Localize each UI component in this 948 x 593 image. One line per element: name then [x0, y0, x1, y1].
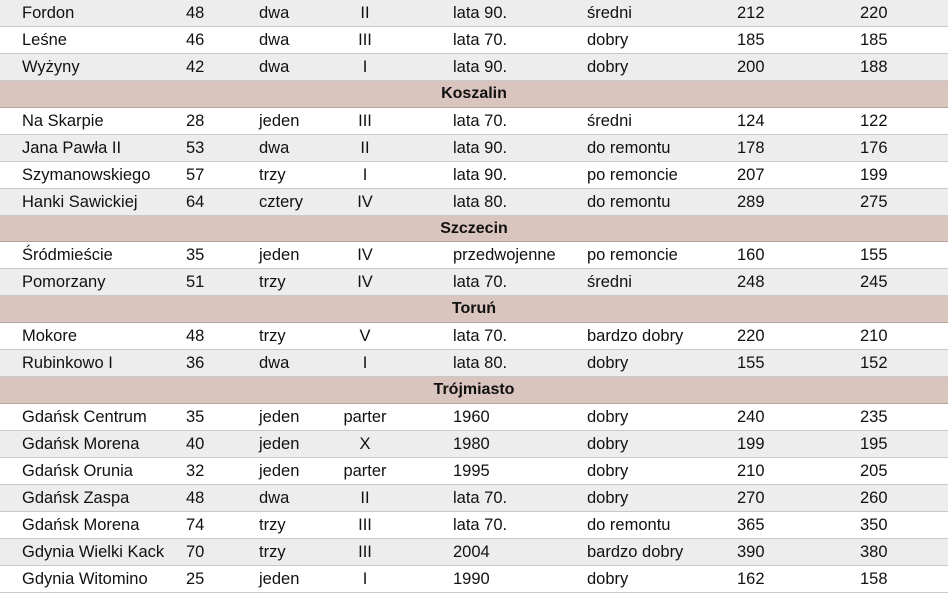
cell-area: 57 — [186, 165, 205, 184]
cell-rooms: jeden — [259, 461, 300, 480]
cell-price-b: 188 — [860, 57, 888, 76]
cell-rooms: trzy — [259, 327, 286, 346]
cell-condition: dobry — [587, 569, 629, 588]
cell-price-b: 122 — [860, 111, 888, 130]
cell-area: 48 — [186, 488, 205, 507]
cell-built: 1960 — [453, 408, 490, 427]
cell-area: 64 — [186, 192, 205, 211]
cell-built: lata 80. — [453, 192, 508, 211]
cell-rooms: jeden — [259, 569, 300, 588]
cell-price-b: 195 — [860, 435, 888, 453]
cell-rooms: trzy — [259, 542, 286, 561]
cell-built: 1980 — [453, 435, 490, 453]
table-row — [0, 404, 948, 431]
cell-district: Gdynia Wielki Kack — [22, 542, 165, 561]
cell-rooms: dwa — [259, 354, 290, 373]
cell-floor: IV — [357, 273, 373, 292]
cell-area: 42 — [186, 57, 205, 76]
cell-price-b: 155 — [860, 246, 888, 265]
table-row — [0, 566, 948, 593]
cell-area: 74 — [186, 515, 205, 534]
cell-built: lata 90. — [453, 138, 508, 157]
table-row — [0, 242, 948, 269]
cell-area: 32 — [186, 461, 205, 480]
cell-condition: dobry — [587, 354, 629, 373]
cell-district: Gdańsk Orunia — [22, 461, 133, 480]
cell-price-b: 220 — [860, 4, 888, 22]
cell-built: 1990 — [453, 569, 490, 588]
cell-rooms: trzy — [259, 273, 286, 292]
cell-rooms: jeden — [259, 435, 300, 453]
cell-floor: I — [362, 165, 368, 184]
cell-price-b: 152 — [860, 354, 888, 373]
cell-condition: bardzo dobry — [587, 542, 684, 561]
cell-area: 46 — [186, 30, 205, 49]
table-row — [0, 269, 948, 296]
cell-area: 35 — [186, 408, 205, 427]
cell-condition: dobry — [587, 488, 629, 507]
table-row — [0, 512, 948, 539]
cell-rooms: jeden — [259, 246, 300, 265]
cell-area: 40 — [186, 435, 205, 453]
cell-district: Gdynia Witomino — [22, 569, 148, 588]
cell-district: Gdańsk Morena — [22, 515, 140, 534]
cell-floor: parter — [343, 461, 387, 480]
cell-condition: bardzo dobry — [587, 327, 684, 346]
city-name: Toruń — [451, 300, 497, 318]
table-row — [0, 431, 948, 458]
table-row — [0, 485, 948, 512]
cell-district: Pomorzany — [22, 273, 106, 292]
city-header-row — [0, 216, 948, 243]
cell-rooms: jeden — [259, 408, 300, 427]
cell-district: Na Skarpie — [22, 111, 104, 130]
cell-floor: V — [359, 327, 371, 346]
cell-built: lata 70. — [453, 30, 508, 49]
cell-floor: III — [358, 542, 372, 561]
cell-area: 53 — [186, 138, 205, 157]
cell-price-a: 200 — [737, 57, 765, 76]
table-row — [0, 135, 948, 162]
cell-district: Gdańsk Morena — [22, 435, 140, 453]
cell-condition: do remontu — [587, 138, 671, 157]
cell-price-a: 212 — [737, 4, 765, 22]
cell-price-a: 207 — [737, 165, 765, 184]
cell-price-b: 185 — [860, 30, 888, 49]
cell-built: lata 90. — [453, 57, 508, 76]
cell-condition: do remontu — [587, 515, 671, 534]
cell-area: 51 — [186, 273, 205, 292]
cell-price-b: 176 — [860, 138, 888, 157]
cell-floor: I — [362, 57, 368, 76]
city-header-row — [0, 81, 948, 108]
cell-rooms: dwa — [259, 4, 290, 22]
cell-price-b: 350 — [860, 515, 888, 534]
cell-area: 48 — [186, 327, 205, 346]
cell-price-a: 220 — [737, 327, 765, 346]
cell-built: przedwojenne — [453, 246, 556, 265]
cell-condition: średni — [587, 4, 632, 22]
cell-price-a: 162 — [737, 569, 765, 588]
cell-area: 25 — [186, 569, 205, 588]
table-row — [0, 458, 948, 485]
cell-price-a: 210 — [737, 461, 765, 480]
cell-condition: średni — [587, 273, 632, 292]
cell-district: Rubinkowo I — [22, 354, 113, 373]
cell-area: 28 — [186, 111, 205, 130]
cell-floor: III — [358, 30, 372, 49]
cell-floor: X — [359, 435, 371, 453]
cell-built: lata 70. — [453, 488, 508, 507]
cell-price-b: 210 — [860, 327, 888, 346]
table-row — [0, 108, 948, 135]
cell-price-a: 240 — [737, 408, 765, 427]
cell-floor: IV — [357, 246, 373, 265]
cell-floor: I — [362, 354, 368, 373]
cell-rooms: trzy — [259, 515, 286, 534]
cell-rooms: dwa — [259, 488, 290, 507]
city-header-row — [0, 296, 948, 323]
cell-price-b: 199 — [860, 165, 888, 184]
cell-condition: po remoncie — [587, 246, 678, 265]
cell-area: 70 — [186, 542, 205, 561]
cell-price-a: 199 — [737, 435, 765, 453]
cell-area: 36 — [186, 354, 205, 373]
cell-built: lata 90. — [453, 165, 508, 184]
table-row — [0, 323, 948, 350]
cell-condition: średni — [587, 111, 632, 130]
cell-price-b: 205 — [860, 461, 888, 480]
cell-built: 1995 — [453, 461, 490, 480]
cell-floor: III — [358, 515, 372, 534]
cell-price-a: 390 — [737, 542, 765, 561]
cell-condition: do remontu — [587, 192, 671, 211]
cell-price-a: 248 — [737, 273, 765, 292]
cell-floor: IV — [357, 192, 373, 211]
cell-price-b: 235 — [860, 408, 888, 427]
cell-condition: dobry — [587, 57, 629, 76]
cell-price-b: 158 — [860, 569, 888, 588]
table-row — [0, 0, 948, 27]
cell-floor: II — [360, 4, 370, 22]
cell-rooms: jeden — [259, 111, 300, 130]
cell-price-b: 245 — [860, 273, 888, 292]
cell-district: Wyżyny — [22, 57, 80, 76]
cell-floor: parter — [343, 408, 387, 427]
cell-floor: II — [360, 488, 370, 507]
city-name: Szczecin — [440, 219, 508, 237]
cell-rooms: dwa — [259, 57, 290, 76]
cell-price-a: 160 — [737, 246, 765, 265]
cell-district: Hanki Sawickiej — [22, 192, 138, 211]
table-row — [0, 162, 948, 189]
cell-built: lata 70. — [453, 327, 508, 346]
cell-area: 48 — [186, 4, 205, 22]
cell-built: lata 80. — [453, 354, 508, 373]
cell-built: 2004 — [453, 542, 490, 561]
cell-district: Śródmieście — [22, 246, 113, 265]
cell-condition: po remoncie — [587, 165, 678, 184]
cell-rooms: dwa — [259, 138, 290, 157]
cell-price-b: 380 — [860, 542, 888, 561]
city-header-row — [0, 377, 948, 404]
cell-price-a: 124 — [737, 111, 765, 130]
cell-floor: II — [360, 138, 370, 157]
cell-district: Szymanowskiego — [22, 165, 151, 184]
cell-condition: dobry — [587, 30, 629, 49]
cell-price-a: 155 — [737, 354, 765, 373]
cell-district: Jana Pawła II — [22, 138, 122, 157]
cell-price-a: 270 — [737, 488, 765, 507]
city-name: Koszalin — [441, 84, 507, 102]
cell-price-a: 185 — [737, 30, 765, 49]
cell-district: Fordon — [22, 4, 75, 22]
cell-price-a: 289 — [737, 192, 765, 211]
cell-rooms: cztery — [259, 192, 304, 211]
cell-area: 35 — [186, 246, 205, 265]
cell-condition: dobry — [587, 461, 629, 480]
cell-built: lata 70. — [453, 111, 508, 130]
cell-district: Gdańsk Zaspa — [22, 488, 130, 507]
cell-district: Leśne — [22, 30, 67, 49]
cell-district: Gdańsk Centrum — [22, 408, 147, 427]
cell-rooms: trzy — [259, 165, 286, 184]
cell-built: lata 70. — [453, 515, 508, 534]
table-row — [0, 54, 948, 81]
cell-price-b: 275 — [860, 192, 888, 211]
cell-condition: dobry — [587, 408, 629, 427]
cell-condition: dobry — [587, 435, 629, 453]
cell-price-a: 178 — [737, 138, 765, 157]
city-name: Trójmiasto — [433, 381, 515, 399]
cell-district: Mokore — [22, 327, 78, 346]
cell-floor: I — [362, 569, 368, 588]
cell-price-a: 365 — [737, 515, 765, 534]
cell-built: lata 90. — [453, 4, 508, 22]
table-row — [0, 539, 948, 566]
cell-price-b: 260 — [860, 488, 888, 507]
table-row — [0, 27, 948, 54]
cell-built: lata 70. — [453, 273, 508, 292]
cell-rooms: dwa — [259, 30, 290, 49]
cell-floor: III — [358, 111, 372, 130]
table-row — [0, 189, 948, 216]
table-row — [0, 350, 948, 377]
